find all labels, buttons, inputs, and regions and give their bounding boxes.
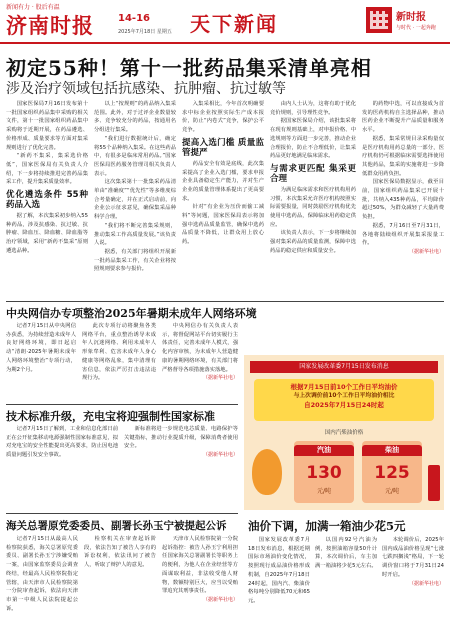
lead-subhead: 涉及治疗领域包括抗感染、抗肿瘤、抗过敏等 xyxy=(6,81,286,97)
story-column xyxy=(6,425,118,510)
infographic-caption: 国内汽柴油价格 xyxy=(324,430,364,436)
section-title: 天下新闻 xyxy=(190,12,278,36)
section-divider xyxy=(6,513,238,514)
paragraph: 入集采相比，今年首次明确要求中标企业按照实际生产成本报价，防止“内卷式”竞争，保护公平竞争。 xyxy=(182,101,264,134)
paragraph: “我们将不断完善集采规则，推动集采工作高质量发展。”该负责人说。 xyxy=(94,222,176,247)
credit-line: （据新华社电） xyxy=(202,596,238,603)
masthead-slogan: 新闻有力 · 股后有温 xyxy=(6,4,60,11)
page-range: 14-16 xyxy=(118,13,150,24)
diesel-cut-value: 125 xyxy=(374,463,410,483)
story-column xyxy=(248,536,310,632)
paragraph: 据悉，有关部门将组织开展新一批药品集采工作，有关企业将按照规则要求参与报价。 xyxy=(94,248,176,273)
issue-date: 2025年7月18日 星期五 xyxy=(118,29,172,35)
story-column xyxy=(162,535,238,631)
paragraph: 检察机关在审查起诉阶段，依法告知了被告人享有的诉讼权利，依法讯问了被告人，听取了辩护人的意见。 xyxy=(84,536,156,569)
paragraph: 新标准将进一步规范电芯质量、电路保护等关键指标，推动行业提质升级，保障消费者使用安全。 xyxy=(124,426,238,450)
diesel-label: 柴油 xyxy=(362,445,422,456)
gasoline-panel xyxy=(294,441,354,503)
paragraph: “新药不集采，集采选价格低”，国家医保局有关负责人介绍，下一步将持续推进完善药品集采工作，提升集采质量效率。 xyxy=(6,153,88,186)
paragraph: 此次专项行动将聚焦各类网络平台，重点整治诱导未成年人沉迷网络、利用未成年人形象牟利、危害未成年人身心健康等网络乱象，集中清理有害信息，依法严厉打击违法违规行为。 xyxy=(82,323,156,382)
story-column xyxy=(315,536,377,632)
paragraph: 国家发展改革委7月18日发布消息，根据近期国际市场油价变化情况，按照现行成品油价格形成机制，自2025年7月18日24时起，国内汽、柴油价格每吨分别降低70元和65元。 xyxy=(248,537,310,604)
story-column xyxy=(6,535,78,631)
paragraph: 据国家医保局介绍，该批集采将在现有规则基础上，对申报价格、中选规则等方面进一步完善，推动企业合理报价，防止不合理低价，让集采药品更好地满足临床需求。 xyxy=(270,118,356,160)
infographic-banner: 国家发展改革委7月15日发布消息 xyxy=(250,361,438,373)
story-column xyxy=(124,425,238,510)
lead-column-4 xyxy=(270,100,356,296)
gasoline-cut-value: 130 xyxy=(306,463,342,483)
section-subhead: 优化遴选条件 55种药品入选 xyxy=(6,190,88,211)
paragraph: 据悉，集采常规目录采购量仅是医疗机构用药总量的一部分，医疗机构仍可根据临床需要选择使用其他药品，集采的实施将进一步降低群众用药负担。 xyxy=(362,135,444,177)
story-headline: 技术标准升级，充电宝将迎强制性国家标准 xyxy=(6,410,215,423)
credit-line: （据新华社电） xyxy=(408,580,444,587)
masthead-rule xyxy=(0,42,450,44)
paragraph: 国家医保局7月16日发布第十一批国家组织药品集中采购的相关文件，第十一批国家组织药品集中采购将于近期开展，在药品遴选、价格形成、质量要求等方面对集采规则进行了优化完善。 xyxy=(6,101,88,151)
paragraph: 以国内92号汽油为例，按照油箱容量50升计算，本次调价后，车主加满一箱油将少花5元左右。 xyxy=(315,537,377,570)
story-column xyxy=(382,536,444,632)
infographic-info-box xyxy=(254,379,434,421)
section-divider xyxy=(6,301,444,302)
lead-headline: 初定55种！第十一批药品集采清单亮相 xyxy=(6,56,372,80)
gasoline-unit: 元/吨 xyxy=(316,488,332,495)
paragraph: “我们进行数据统计后，确定将55个品种纳入集采。在这些药品中，有很多是临床常用药品。”国家医保局医药服务管理司相关负责人表示。 xyxy=(94,135,176,177)
story-column xyxy=(82,322,156,400)
paragraph: 天津市人民检察院第一分院起诉指控：被告人孙玉宁利用担任国家海关总署副署长等职务上的便利，为他人在企业经营等方面谋取利益，非法收受他人财物，数额特别巨大，应当以受贿罪追究其刑事责任。 xyxy=(162,536,238,595)
paragraph: 为满足临床需求和医疗机构用药习惯，本次集采允许医疗机构按照实际需要报量，同时鼓励医疗机构优先使用中选药品，保障临床用药稳定供应。 xyxy=(270,186,356,228)
credit-line: （据新华社电） xyxy=(408,248,444,255)
masthead xyxy=(0,0,450,44)
info-line: 自2025年7月15日24时起 xyxy=(304,401,384,409)
lead-column-5 xyxy=(362,100,444,296)
lead-column-3 xyxy=(182,100,264,296)
lead-column-2 xyxy=(94,100,176,296)
story-headline: 中央网信办专项整治2025年暑期未成年人网络环境 xyxy=(6,307,257,320)
story-column xyxy=(6,322,76,400)
paragraph: 记者7月15日了解到，工业和信息化部日前正在公开征集移动电源强制性国家标准意见，拟对充电宝的安全性能提出更高要求，防止因电池质量问题引发安全事故。 xyxy=(6,426,118,459)
newspaper-logo: 济南时报 xyxy=(6,13,94,38)
paragraph: 药品安全有效是底线，此次集采提高了企业入选门槛，要求申报企业具备稳定生产能力，并对生产企业的质量管理体系提出了更高要求。 xyxy=(182,160,264,202)
paragraph: 据了解，本次集采初步纳入55种药品，涉及抗感染、抗过敏、抗肿瘤、降血压、降血糖、降血脂等治疗领域，采用“新药不集采”原则遴选品种。 xyxy=(6,213,88,254)
paragraph: 针对“有企业为压价而偷工减料”等问题，国家医保局表示将加强中选药品质量监管，确保中选药品质量不降低，让群众用上放心药。 xyxy=(182,204,264,246)
paragraph: 记者7月15日从最高人民检察院获悉，海关总署原党委委员、副署长孙玉宁涉嫌受贿一案，由国家监察委员会调查终结，经最高人民检察院指定管辖，由天津市人民检察院第一分院审查起诉，依法向天津市第一中级人民法院提起公诉。 xyxy=(6,536,78,612)
story-column xyxy=(162,322,238,400)
brand-tagline: 与时代 · 一起奔跑 xyxy=(396,25,436,31)
paragraph: 国家医保局数据显示，截至目前，国家组织药品集采已开展十批，共纳入435种药品，平均降价超过50%，为群众减轻了大量药费负担。 xyxy=(362,179,444,221)
paragraph: 中央网信办有关负责人表示，将督促网站平台切实履行主体责任，完善未成年人模式，强化内容审核，为未成年人营造健康的暑期网络环境，有关部门将严格督导各项措施落实落地。 xyxy=(162,323,238,373)
fuel-nozzle-icon xyxy=(252,449,282,495)
qr-code-icon xyxy=(366,7,392,33)
paragraph: 据悉，7月16日至7月31日，各地将陆续组织开展集采报量工作。 xyxy=(362,222,444,247)
section-divider xyxy=(6,404,238,405)
lead-column-1 xyxy=(6,100,88,296)
section-subhead: 与需求更匹配 集采更合理 xyxy=(270,163,356,184)
paragraph: 这次集采第十一批集采药品清单由“准确度”“优先性”等多维度综合考量确定，并在正式启动前，向企业公示征求意见，确保集采品种科学合理。 xyxy=(94,179,176,221)
section-subhead: 提高入选门槛 质量监管提严 xyxy=(182,137,264,158)
paragraph: 由内人士认为，这将有助于优化竞价规则，引导理性竞争。 xyxy=(270,101,356,116)
paragraph: 以上“按规则”的药品纳入集采范围。此外，对于过评企业数量较多、竞争较充分的药品，按通用名分组进行集采。 xyxy=(94,101,176,134)
paragraph: 记者7月15日从中央网信办获悉，为持续营造未成年人良好网络环境，即日起启动“清朗·2025年暑期未成年人网络环境整治”专项行动，为期2个月。 xyxy=(6,323,76,373)
fuel-pump-icon xyxy=(428,465,440,501)
paragraph: 本轮调价后，2025年国内成品油价格呈现“七涨七跌四搁浅”格局，下一轮调价窗口将于7月31日24时开启。 xyxy=(382,537,444,578)
info-line: 根据7月15日前10个工作日平均油价 xyxy=(290,383,398,391)
credit-line: （据新华社电） xyxy=(202,375,238,382)
story-headline: 海关总署原党委委员、副署长孙玉宁被提起公诉 xyxy=(6,520,227,532)
story-column xyxy=(84,535,156,631)
diesel-panel xyxy=(362,441,422,503)
gasoline-label: 汽油 xyxy=(294,445,354,456)
credit-line: （据新华社电） xyxy=(202,452,238,459)
paragraph: 该负责人表示，下一步将继续加强对集采药品的质量监测，保障中选药品的稳定供应和质量安全。 xyxy=(270,230,356,254)
paragraph: 的药物中选，可以直接成为首发的医药机构自主选择品种，推动医药企业不断提升产品质量和服务水平。 xyxy=(362,101,444,134)
brand-name: 新时报 xyxy=(396,12,426,23)
info-line: 与上次调价前10个工作日平均油价相比 xyxy=(293,393,395,399)
diesel-unit: 元/吨 xyxy=(384,488,400,495)
oil-price-infographic xyxy=(244,355,444,510)
story-headline: 油价下调，加满一箱油少花5元 xyxy=(248,519,406,533)
